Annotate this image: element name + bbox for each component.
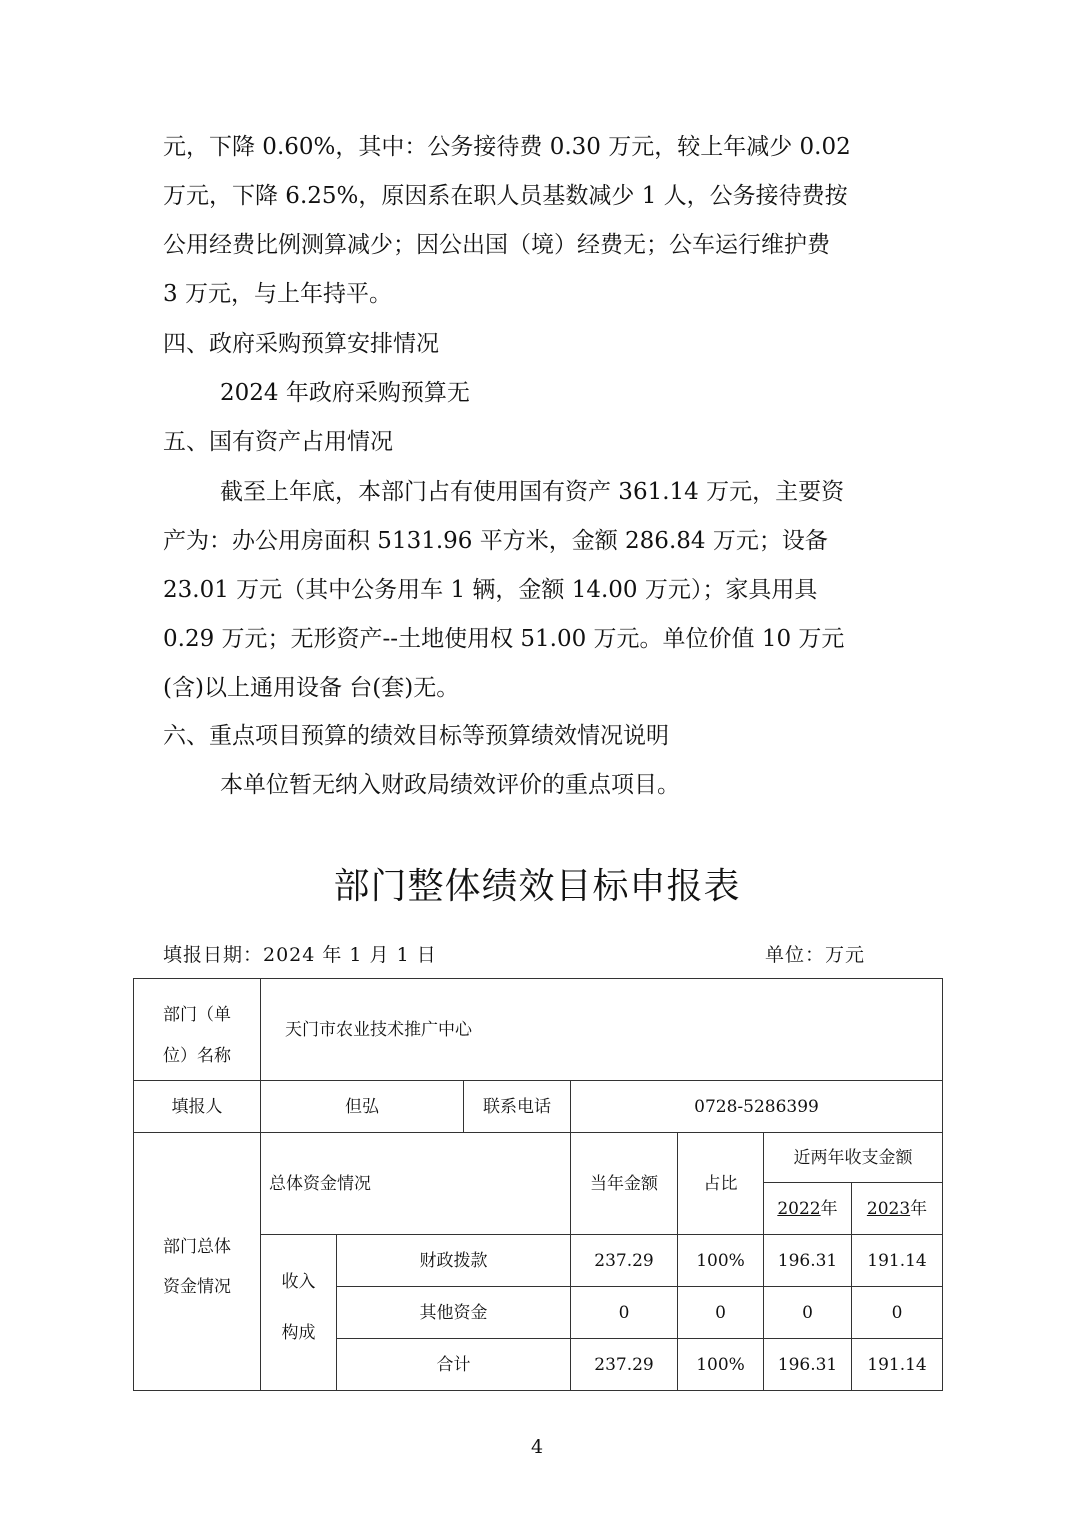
row-2022: 196.31 <box>764 1235 852 1287</box>
row-2023: 0 <box>852 1287 943 1339</box>
row-current: 237.29 <box>571 1339 678 1391</box>
filler-label: 填报人 <box>134 1081 261 1133</box>
current-amount-header: 当年金额 <box>571 1133 678 1235</box>
row-ratio: 100% <box>678 1339 764 1391</box>
ratio-header: 占比 <box>678 1133 764 1235</box>
form-title: 部门整体绩效目标申报表 <box>333 866 741 907</box>
section-4-body: 2024 年政府采购预算无 <box>220 380 470 406</box>
income-composition-label: 收入 构成 <box>261 1235 337 1391</box>
assets-paragraph <box>163 468 915 713</box>
row-ratio: 0 <box>678 1287 764 1339</box>
section-4-heading: 四、政府采购预算安排情况 <box>163 331 439 357</box>
text-line: 公用经费比例测算减少；因公出国（境）经费无；公车运行维护费 <box>163 232 830 258</box>
funds-header: 总体资金情况 <box>261 1133 571 1235</box>
filler-name: 但弘 <box>261 1081 464 1133</box>
row-2023: 191.14 <box>852 1339 943 1391</box>
year-2023-header: 2023年 <box>852 1183 943 1235</box>
table-row <box>134 979 943 1081</box>
phone-label: 联系电话 <box>464 1081 571 1133</box>
dept-name-label: 部门（单 位）名称 <box>134 979 261 1081</box>
text-line: 产为：办公用房面积 5131.96 平方米，金额 286.84 万元；设备 <box>163 528 828 554</box>
row-2023: 191.14 <box>852 1235 943 1287</box>
fill-date: 填报日期：2024 年 1 月 1 日 <box>163 944 437 966</box>
text-line: 0.29 万元；无形资产--土地使用权 51.00 万元。单位价值 10 万元 <box>163 626 845 652</box>
text-line: 元，下降 0.60%，其中：公务接待费 0.30 万元，较上年减少 0.02 <box>163 134 851 160</box>
row-ratio: 100% <box>678 1235 764 1287</box>
table-row <box>134 1081 943 1133</box>
row-name: 财政拨款 <box>337 1235 571 1287</box>
overall-funds-label: 部门总体 资金情况 <box>134 1133 261 1391</box>
unit-label: 单位：万元 <box>765 944 866 966</box>
text-line: 截至上年底，本部门占有使用国有资产 361.14 万元，主要资 <box>220 479 845 505</box>
row-name: 其他资金 <box>337 1287 571 1339</box>
table-row <box>134 1133 943 1183</box>
section-5-heading: 五、国有资产占用情况 <box>163 429 393 455</box>
phone-value: 0728-5286399 <box>571 1081 943 1133</box>
text-line: (含)以上通用设备 台(套)无。 <box>163 675 460 701</box>
row-2022: 0 <box>764 1287 852 1339</box>
row-name: 合计 <box>337 1339 571 1391</box>
text-line: 万元，下降 6.25%，原因系在职人员基数减少 1 人，公务接待费按 <box>163 183 848 209</box>
budget-paragraph <box>163 123 915 319</box>
text-line: 23.01 万元（其中公务用车 1 辆，金额 14.00 万元）；家具用具 <box>163 577 818 603</box>
section-6-heading: 六、重点项目预算的绩效目标等预算绩效情况说明 <box>163 723 669 749</box>
row-current: 237.29 <box>571 1235 678 1287</box>
dept-name-value: 天门市农业技术推广中心 <box>261 979 943 1081</box>
section-6-body: 本单位暂无纳入财政局绩效评价的重点项目。 <box>220 772 680 798</box>
text-line: 3 万元，与上年持平。 <box>163 281 392 307</box>
row-current: 0 <box>571 1287 678 1339</box>
performance-form-table <box>133 978 943 1391</box>
row-2022: 196.31 <box>764 1339 852 1391</box>
recent-years-header: 近两年收支金额 <box>764 1133 943 1183</box>
page-number: 4 <box>530 1436 544 1458</box>
year-2022-header: 2022年 <box>764 1183 852 1235</box>
